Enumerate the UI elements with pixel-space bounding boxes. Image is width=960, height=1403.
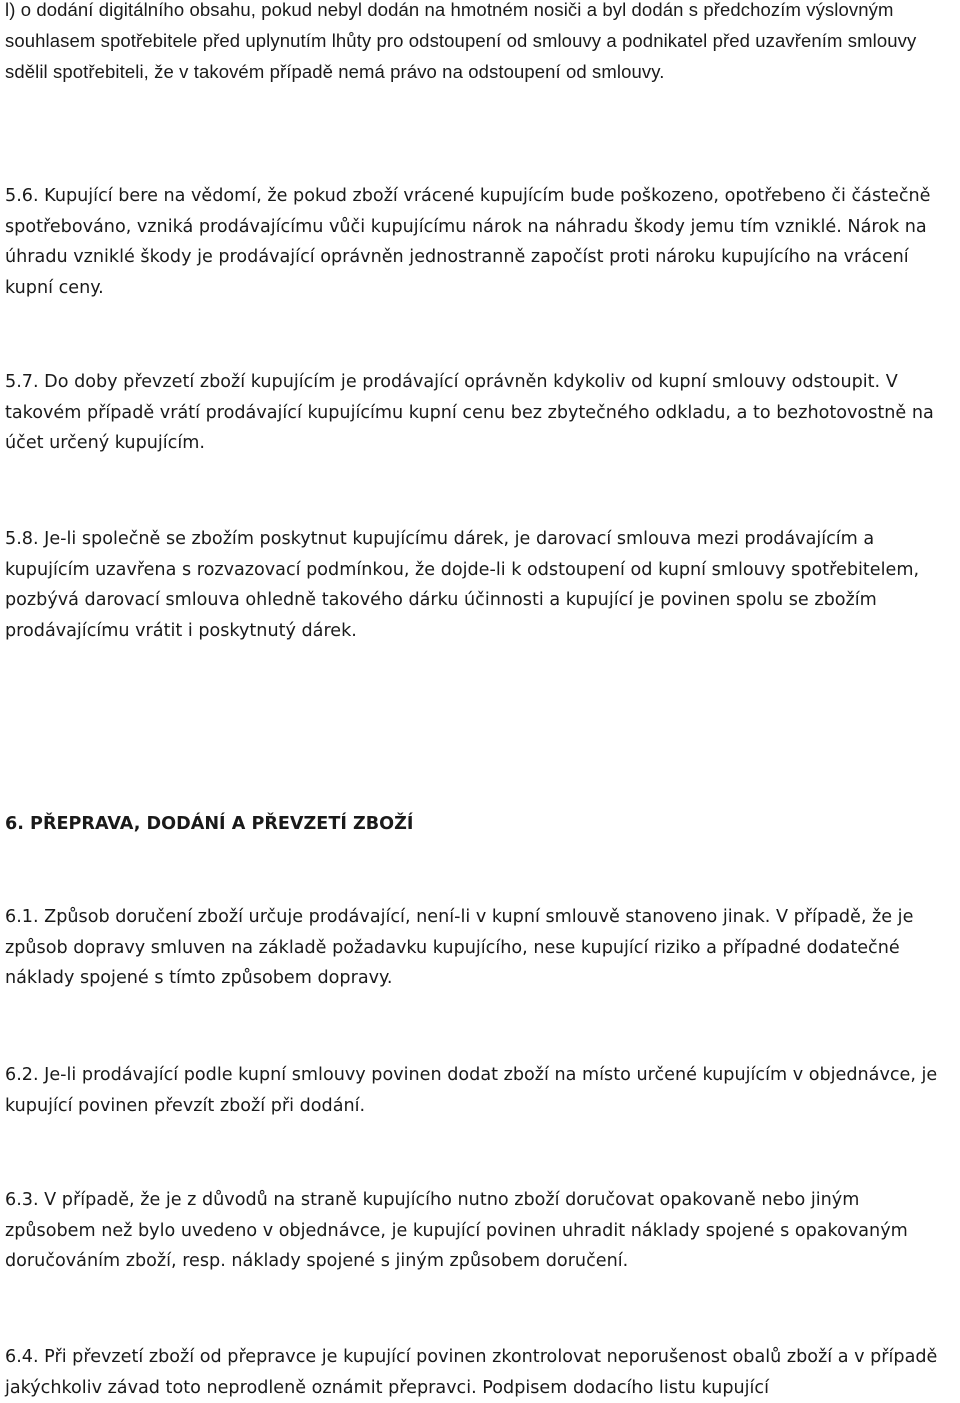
paragraph-6-3: 6.3. V případě, že je z důvodů na straně kupujícího nutno zboží doručovat opakovaně nebo jiným způsobem než bylo uvedeno v objednávce, je kupující povinen uhradit náklady spojené s opakovaným doručováním zboží, resp. náklady spojené s jiným způsobem doručení. [5, 1190, 908, 1272]
paragraph-6-1: 6.1. Způsob doručení zboží určuje prodávající, není-li v kupní smlouvě stanoveno jinak. V případě, že je způsob dopravy smluven na základě požadavku kupujícího, nese kupující riziko a případné dodatečné náklady spojené s tímto způsobem dopravy. [5, 907, 914, 989]
paragraph-6-2: 6.2. Je-li prodávající podle kupní smlouvy povinen dodat zboží na místo určené kupujícím v objednávce, je kupující povinen převzít zboží při dodání. [5, 1065, 938, 1116]
paragraph-l: l) o dodání digitálního obsahu, pokud nebyl dodán na hmotném nosiči a byl dodán s předchozím výslovným souhlasem spotřebitele před uplynutím lhůty pro odstoupení od smlouvy a podnikatel před uzavřením smlouvy sdělil spotřebiteli, že v takovém případě nemá právo na odstoupení od smlouvy. [5, 0, 917, 82]
paragraph-6-4: 6.4. Při převzetí zboží od přepravce je kupující povinen zkontrolovat neporušenost obalů zboží a v případě jakýchkoliv závad toto neprodleně oznámit přepravci. Podpisem dodacího listu kupující [5, 1347, 938, 1398]
paragraph-5-6: 5.6. Kupující bere na vědomí, že pokud zboží vrácené kupujícím bude poškozeno, opotřebeno či částečně spotřebováno, vzniká prodávajícímu vůči kupujícímu nárok na náhradu škody jemu tím vzniklé. Nárok na úhradu vzniklé škody je prodávající oprávněn jednostranně započíst proti nároku kupujícího na vrácení kupní ceny. [5, 186, 931, 299]
section-heading-6: 6. PŘEPRAVA, DODÁNÍ A PŘEVZETÍ ZBOŽÍ [5, 814, 414, 834]
paragraph-5-8: 5.8. Je-li společně se zbožím poskytnut kupujícímu dárek, je darovací smlouva mezi prodávajícím a kupujícím uzavřena s rozvazovací podmínkou, že dojde-li k odstoupení od kupní smlouvy spotřebitelem, pozbývá darovací smlouva ohledně takového dárku účinnosti a kupující je povinen spolu se zbožím prodávajícímu vrátit i poskytnutý dárek. [5, 529, 920, 642]
paragraph-5-7: 5.7. Do doby převzetí zboží kupujícím je prodávající oprávněn kdykoliv od kupní smlouvy odstoupit. V takovém případě vrátí prodávající kupujícímu kupní cenu bez zbytečného odkladu, a to bezhotovostně na účet určený kupujícím. [5, 372, 934, 454]
